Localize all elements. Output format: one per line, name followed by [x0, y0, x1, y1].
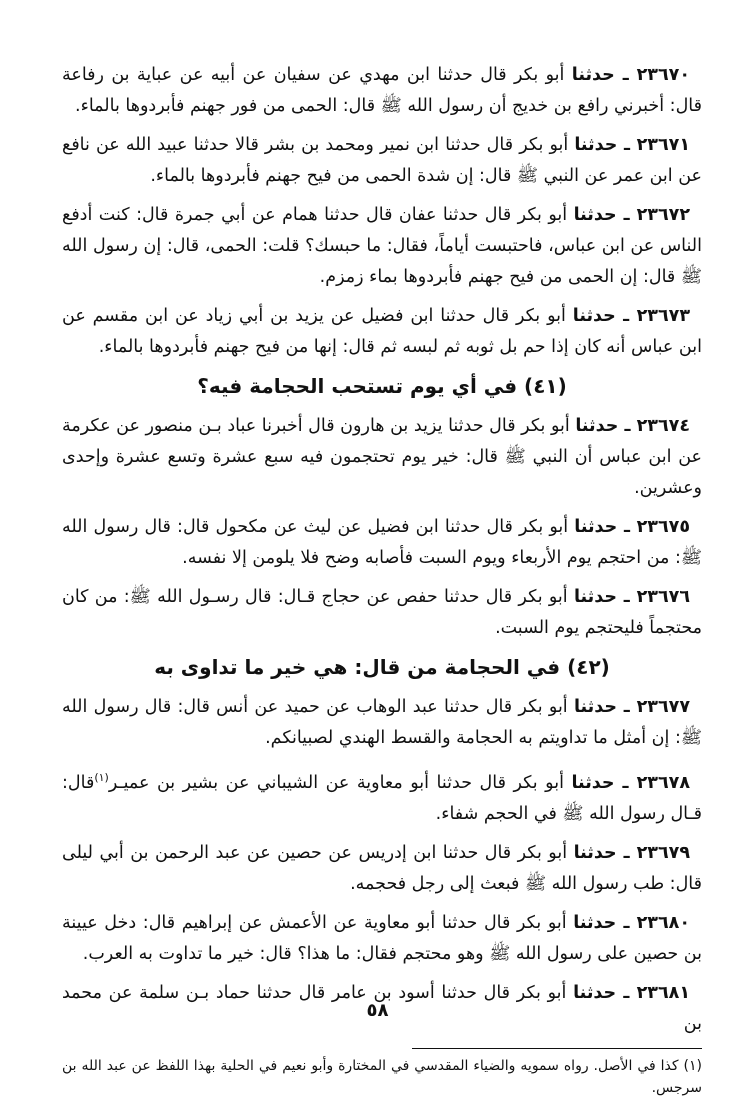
section-heading-42: (٤٢) في الحجامة من قال: هي خير ما تداوى به [154, 655, 610, 679]
dash: ـ [617, 135, 637, 155]
hadith-lead: حدثنا [573, 982, 617, 1003]
hadith-text: أبو بكر قال حدثنا أبو معاوية عن الأعمش عن إبراهيم قال: دخل عيينة بن حصين على رسول الله ﷺ وهو محتجم فقال: ما هذا؟ قال: خير ما تداوت به العرب. [62, 912, 702, 964]
hadith-text: أبو بكر قال حدثنا ابن فضيل عن ليث عن مكحول قال: قال رسول الله ﷺ: من احتجم يوم الأربعاء ويوم السبت فأصابه وضح فلا يلومن إلا نفسه. [62, 517, 702, 568]
hadith-text: أبو بكر قال حدثنا يزيد بن هارون قال أخبرنا عباد بـن منصور عن عكرمة عن ابن عباس أن النبي ﷺ قال: خير يوم تحتجمون فيه سبع عشرة وتسع عشرة وإحدى وعشرين. [62, 416, 702, 498]
dash: ـ [616, 205, 637, 225]
hadith-paragraph [62, 301, 702, 363]
hadith-number: ٢٣٦٧٢ [636, 205, 690, 225]
hadith-number: ٢٣٦٧٤ [636, 416, 690, 436]
section-heading-41: (٤١) في أي يوم تستحب الحجامة فيه؟ [197, 374, 567, 398]
hadith-lead: حدثنا [573, 587, 617, 607]
hadith-text: أبو بكر قال حدثنا ابن فضيل عن يزيد بن أبي زياد عن ابن مقسم عن ابن عباس أنه كان إذا حم بل ثوبه ثم لبسه ثم قال: إنها من فيح جهنم فأبردوها بالماء. [62, 306, 702, 357]
dash: ـ [614, 65, 637, 85]
hadith-lead: حدثنا [571, 772, 615, 793]
hadith-text: أبو بكر قال حدثنا أبو معاوية عن الشيباني عن بشير بن عميـر [108, 772, 572, 793]
hadith-number: ٢٣٦٨١ [636, 982, 690, 1003]
hadith-number: ٢٣٦٧٥ [636, 517, 690, 537]
hadith-number: ٢٣٦٧٨ [636, 772, 690, 793]
hadith-text: قال: قـال رسول الله ﷺ في الحجم شفاء. [62, 772, 702, 824]
dash: ـ [616, 842, 637, 863]
dash: ـ [614, 772, 637, 793]
dash: ـ [618, 416, 637, 436]
dash: ـ [616, 697, 637, 717]
hadith-text: أبو بكر قال حدثنا ابن إدريس عن حصين عن عبد الرحمن بن أبي ليلى قال: طب رسول الله ﷺ فبعث إلى رجل فحجمه. [62, 842, 702, 894]
page-number: ٥٨ [366, 1000, 389, 1021]
hadith-lead: حدثنا [573, 205, 617, 225]
hadith-paragraph [62, 130, 702, 192]
hadith-lead: حدثنا [573, 697, 617, 717]
hadith-number: ٢٣٦٧٩ [636, 842, 690, 863]
hadith-number: ٢٣٦٧١ [636, 135, 690, 155]
dash: ـ [617, 517, 637, 537]
hadith-paragraph [62, 582, 702, 644]
hadith-lead: حدثنا [574, 135, 618, 155]
footnote-divider [412, 1048, 702, 1049]
dash: ـ [616, 587, 637, 607]
hadith-paragraph [62, 762, 702, 830]
hadith-text: أبو بكر قال حدثنا ابن نمير ومحمد بن بشر قالا حدثنا عبيد الله عن نافع عن ابن عمر عن النبي ﷺ قال: إن شدة الحمى من فيح جهنم فأبردوها بالماء. [62, 135, 702, 186]
hadith-number: ٢٣٦٨٠ [636, 912, 691, 933]
hadith-paragraph [62, 692, 702, 754]
hadith-paragraph [62, 908, 702, 970]
footnote: (١) كذا في الأصل. رواه سمويه والضياء المقدسي في المختارة وأبو نعيم في الحلية بهذا اللفظ عن عبد الله بن سرجس. [62, 1057, 702, 1096]
hadith-text: أبو بكر قال حدثنا أسود بن عامر قال حدثنا حماد بـن سلمة عن محمد بن [62, 982, 702, 1034]
hadith-paragraph [62, 200, 702, 293]
hadith-text: أبو بكر قال حدثنا حفص عن حجاج قـال: قال رسـول الله ﷺ: من كان محتجماً فليحتجم يوم السبت. [62, 587, 702, 638]
hadith-lead: حدثنا [572, 306, 616, 326]
dash: ـ [615, 306, 637, 326]
hadith-paragraph [62, 60, 702, 122]
hadith-paragraph [62, 512, 702, 574]
hadith-lead: حدثنا [574, 517, 618, 537]
dash: ـ [616, 912, 637, 933]
hadith-lead: حدثنا [573, 912, 617, 933]
hadith-paragraph [62, 411, 702, 504]
hadith-text: أبو بكر قال حدثنا عفان قال حدثنا همام عن أبي جمرة قال: كنت أدفع الناس عن ابن عباس، فاحتبست أياماً، فقال: ما حبسك؟ قلت: الحمى، قال: إن رسول الله ﷺ قال: إن الحمى من فيح جهنم فأبردوها بماء زمزم. [62, 205, 702, 287]
hadith-number: ٢٣٦٧٣ [636, 306, 690, 326]
hadith-number: ٢٣٦٧٦ [636, 587, 690, 607]
hadith-text: أبو بكر قال حدثنا عبد الوهاب عن حميد عن أنس قال: قال رسول الله ﷺ: إن أمثل ما تداويتم به الحجامة والقسط الهندي لصبيانكم. [62, 697, 702, 748]
hadith-lead: حدثنا [571, 65, 615, 85]
hadith-text: أبو بكر قال حدثنا ابن مهدي عن سفيان عن أبيه عن عباية بن رفاعة قال: أخبرني رافع بن خديج أن رسول الله ﷺ قال: الحمى من فور جهنم فأبردوها بالماء. [62, 65, 702, 116]
hadith-lead: حدثنا [575, 416, 619, 436]
document-page [62, 60, 702, 1099]
hadith-number: ٢٣٦٧٠ [636, 65, 690, 85]
hadith-lead: حدثنا [573, 842, 617, 863]
hadith-number: ٢٣٦٧٧ [636, 697, 691, 717]
dash: ـ [616, 982, 637, 1003]
footnote-marker[interactable]: (١) [94, 771, 109, 784]
hadith-paragraph [62, 838, 702, 900]
